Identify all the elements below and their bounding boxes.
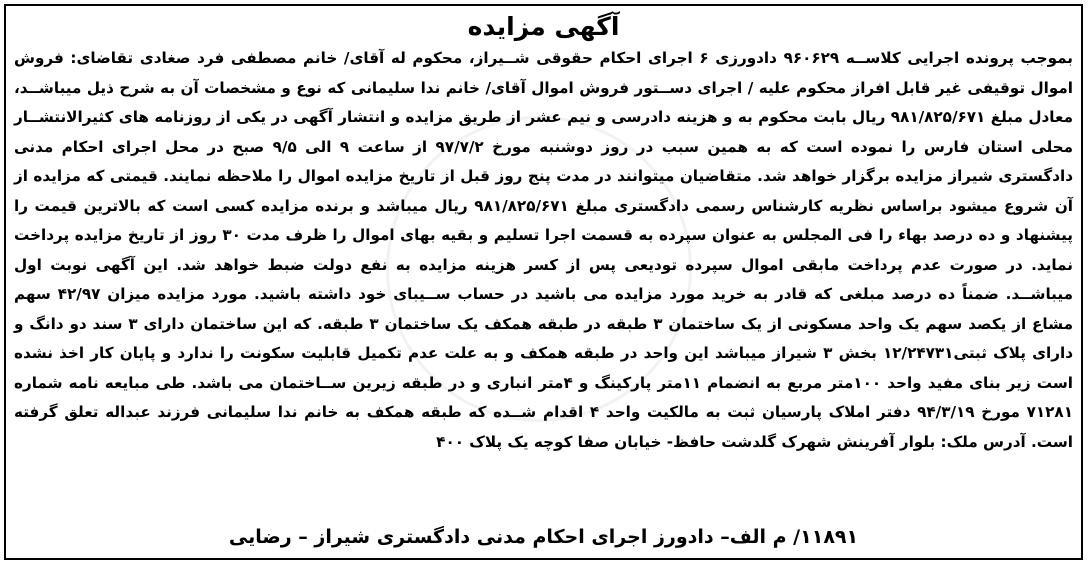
notice-footer: ۱۱۸۹۱/ م الف– دادورز اجرای احکام مدنی دادگستری شیراز – رضایی <box>228 526 859 548</box>
notice-title: آگهی مزایده <box>467 12 620 41</box>
notice-content <box>14 10 1073 554</box>
notice-body: بموجب پرونده اجرایی کلاســه ۹۶۰۶۲۹ دادورزی ۶ اجرای احکام حقوقی شــیراز، محکوم له آقای/ خانم مصطفی فرد صغادی تقاضای: فروش اموال توقیفی غیر قابل افراز محکوم علیه / اجرای دســتور فروش اموال آقای/ خانم ندا سلیمانی که نوع و مشخصات آن به شرح ذیل میباشــد، معادل مبلغ ۹۸۱/۸۲۵/۶۷۱ ریال بابت محکوم به و هزینه دادرسی و نیم عشر از طریق مزایده و انتشار آگهی در یکی از روزنامه های کثیرالانتشــار محلی استان فارس را نموده است که به همین سبب در روز دوشنبه مورخ ۹۷/۷/۲ از ساعت ۹ الی ۹/۵ صبح در محل اجرای احکام مدنی دادگستری شیراز مزایده برگزار خواهد شد. متقاضیان میتوانند در مدت پنج روز قبل از تاریخ مزایده اموال را ملاحظه نمایند. قیمتی که مزایده از آن شروع میشود براساس نظریه کارشناس رسمی دادگستری مبلغ ۹۸۱/۸۲۵/۶۷۱ ریال میباشد و برنده مزایده کسی است که بالاترین قیمت را پیشنهاد و ده درصد بهاء را فی المجلس به عنوان سپرده به قسمت اجرا تسلیم و بقیه بهای اموال را ظرف مدت ۳۰ روز از تاریخ مزایده پرداخت نماید. در صورت عدم پرداخت مابقی اموال سپرده تودیعی پس از کسر هزینه مزایده به نفع دولت ضبط خواهد شد. این آگهی نوبت اول میباشــد. ضمناً ده درصد مبلغی که قادر به خرید مورد مزایده می باشید در حساب ســیبای خود داشته باشید. مورد مزایده میزان ۴۲/۹۷ سهم مشاع از یکصد سهم یک واحد مسکونی از یک ساختمان ۳ طبقه در طبقه همکف یک ساختمان ۳ طبقه. که این ساختمان دارای ۳ سند دو دانگ و دارای پلاک ثبتی۱۲/۲۴۷۳۱ بخش ۳ شیراز میباشد این واحد در طبقه همکف و به علت عدم تکمیل قابلیت سکونت را ندارد و پایان کار اخذ نشده است زیر بنای مفید واحد ۱۰۰متر مربع به انضمام ۱۱متر پارکینگ و ۴متر انباری و در طبقه زیرین ســاختمان می باشد. طی مبایعه نامه شماره ۷۱۲۸۱ مورخ ۹۴/۳/۱۹ دفتر املاک پارسیان ثبت به مالکیت واحد ۴ اقدام شــده که طبقه همکف به خانم ندا سلیمانی فرزند عبداله تعلق گرفته است. آدرس ملک: بلوار آفرینش شهرک گلدشت حافظ- خیابان صفا کوچه یک پلاک ۴۰۰ <box>14 49 1074 451</box>
notice-frame <box>4 4 1083 560</box>
